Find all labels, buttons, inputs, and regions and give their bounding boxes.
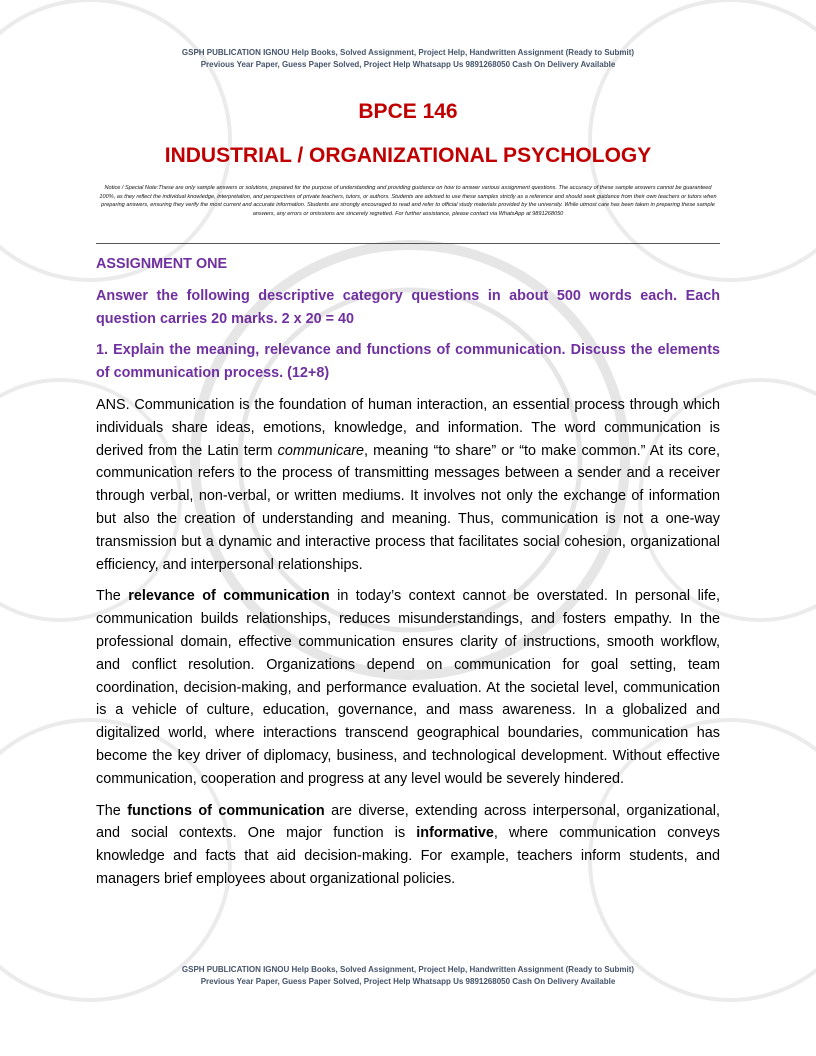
notice-text: Notice / Special Note:These are only sample answers or solutions, prepared for the purpose of understanding and providing guidance on how to answer various assignment questions. The accuracy of these sample answers cannot be guaranteed 100%, as they reflect the individual knowledge, interpretation, and perspectives of private teachers, tutors, or authors. Students are advised to use these samples strictly as a reference and should seek guidance from their own teachers or tutors when preparing answers, ensuring they verify the most current and accurate information. Students are strongly encouraged to read and refer to official study materials provided by the university. While utmost care has been taken in preparing these sample answers, any errors or omissions are sincerely regretted. For further assistance, please contact via WhatsApp at 9891268050 [99, 185, 717, 217]
answer-paragraph-2 [96, 585, 720, 790]
answer-paragraph-3 [96, 800, 720, 891]
answer-p3-text-a: The [96, 802, 128, 819]
page-footer [0, 964, 816, 988]
header-line-1: GSPH PUBLICATION IGNOU Help Books, Solved Assignment, Project Help, Handwritten Assignment (Ready to Submit) [181, 48, 635, 57]
answer-p1-text-c: , meaning “to share” or “to make common.” At its core, communication refers to the process of transmitting messages between a sender and a receiver through verbal, non-verbal, or written mediums. It involves not only the exchange of information but also the creation of understanding and meaning. Thus, communication is not a one-way transmission but a dynamic and interactive process that facilitates social cohesion, organizational efficiency, and interpersonal relationships. [96, 442, 721, 573]
assignment-instruction: Answer the following descriptive category questions in about 500 words each. Each question carries 20 marks. 2 x 20 = 40 [96, 287, 720, 327]
header-line-2: Previous Year Paper, Guess Paper Solved, Project Help Whatsapp Us 9891268050 Cash On Delivery Available [200, 60, 616, 69]
answer-p2-text-a: The [96, 588, 129, 605]
answer-p3-bold-term: functions of communication [127, 802, 325, 819]
answer-p2-bold-term: relevance of communication [128, 588, 330, 605]
course-code-title: BPCE 146 [358, 100, 458, 123]
question-1: 1. Explain the meaning, relevance and functions of communication. Discuss the elements of communication process. (12+8) [96, 342, 720, 382]
assignment-heading: ASSIGNMENT ONE [96, 256, 228, 272]
answer-p1-text-a: ANS. Communication is the foundation of human interaction, an essential process through which individuals share ideas, emotions, knowledge, and information. The word communication is derived from the Latin term [96, 396, 720, 459]
page-header [0, 47, 816, 71]
course-name-title: INDUSTRIAL / ORGANIZATIONAL PSYCHOLOGY [164, 144, 652, 167]
footer-line-2: Previous Year Paper, Guess Paper Solved, Project Help Whatsapp Us 9891268050 Cash On Delivery Available [200, 977, 616, 986]
footer-line-1: GSPH PUBLICATION IGNOU Help Books, Solved Assignment, Project Help, Handwritten Assignment (Ready to Submit) [181, 965, 635, 974]
answer-p1-latin-term: communicare [277, 442, 364, 459]
answer-p3-text-c: are diverse, extending across interpersonal, organizational, and social contexts. One major function is [96, 802, 721, 842]
answer-p3-bold-informative: informative [416, 825, 494, 842]
answer-p2-text-c: in today’s context cannot be overstated. In personal life, communication builds relationships, reduces misunderstandings, and fosters empathy. In the professional domain, effective communication ensures clarity of instructions, smooth workflow, and conflict resolution. Organizations depend on communication for goal setting, team coordination, decision-making, and performance evaluation. At the societal level, communication is a vehicle of culture, education, governance, and mass awareness. In a globalized and digitalized world, where interactions transcend geographical boundaries, communication has become the key driver of diplomacy, business, and technological development. Without effective communication, cooperation and progress at any level would be severely hindered. [96, 588, 720, 787]
answer-p3-text-e: , where communication conveys knowledge and facts that aid decision-making. For example, teachers inform students, and managers brief employees about organizational policies. [96, 825, 721, 887]
answer-paragraph-1 [96, 394, 720, 576]
divider [96, 243, 720, 244]
main-content [96, 253, 720, 900]
